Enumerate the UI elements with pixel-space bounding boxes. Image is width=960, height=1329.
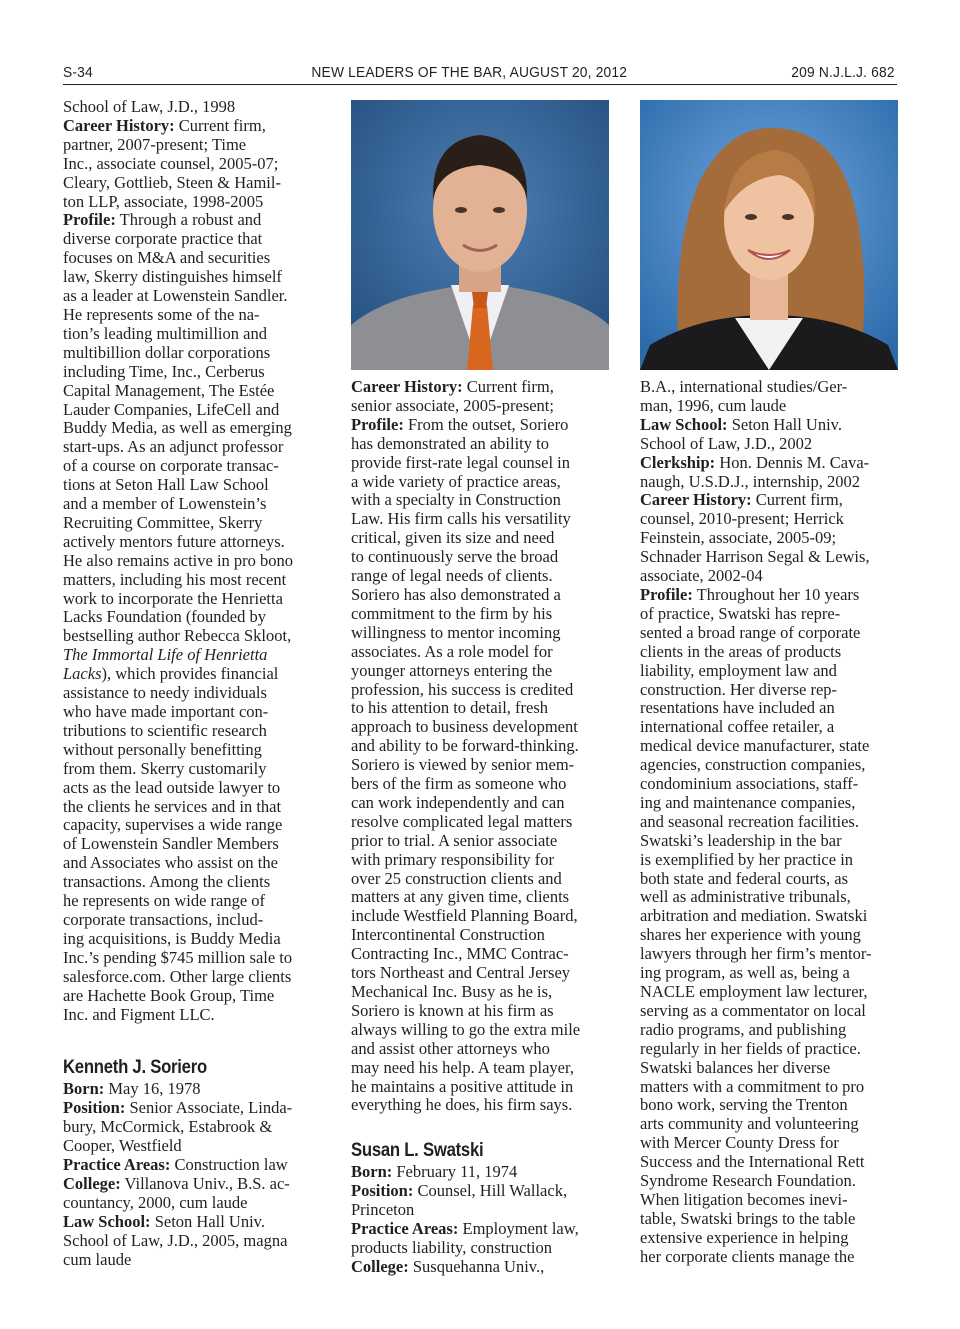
text-line: including Time, Inc., Cerberus [63, 361, 265, 381]
text-line: is exemplified by her practice in [640, 849, 854, 869]
text-line: Schnader Harrison Segal & Lewis, [640, 547, 870, 567]
text-line: as a leader at Lowenstein Sandler. [63, 286, 288, 306]
text-line: School of Law, J.D., 2002 [640, 433, 813, 453]
text-line: acts as the lead outside lawyer to [63, 777, 281, 797]
text-line: Practice Areas: Construction law [63, 1155, 288, 1175]
text-line: senior associate, 2005-present; [351, 395, 554, 415]
header-rule [63, 84, 897, 85]
page-number: S-34 [63, 64, 93, 81]
field-label: Born: [63, 1079, 105, 1099]
text-line: naugh, U.S.D.J., internship, 2002 [640, 471, 860, 491]
text-line: critical, given its size and need [351, 528, 555, 548]
field-label: Practice Areas: [351, 1219, 459, 1239]
text-line: profession, his success is credited [351, 679, 574, 699]
text-line: He also remains active in pro bono [63, 550, 294, 570]
text-line: provide first-rate legal counsel in [351, 452, 571, 472]
text-line: Mechanical Inc. Busy as he is, [351, 982, 553, 1001]
publication-title: NEW LEADERS OF THE BAR, AUGUST 20, 2012 [311, 64, 628, 81]
text-line: tributions to scientific research [63, 720, 267, 740]
text-line: matters, including his most recent [63, 569, 287, 589]
text-line: multibillion dollar corporations [63, 342, 271, 362]
text-line: and ability to be forward-thinking. [351, 736, 579, 756]
text-line: over 25 construction clients and [351, 868, 562, 888]
field-label: Clerkship: [640, 452, 716, 472]
text-line: Lacks Foundation (founded by [63, 607, 267, 627]
text-line: resentations have included an [640, 698, 835, 718]
text-line: work to incorporate the Henrietta [63, 588, 283, 608]
text-line: ing program, as well as, being a [640, 963, 850, 983]
text-line: of a course on corporate transac- [63, 456, 279, 476]
text-line: Intercontinental Construction [351, 925, 545, 945]
text-line: with primary responsibility for [351, 849, 555, 869]
text-line: and seasonal recreation facilities. [640, 811, 859, 831]
text-line: partner, 2007-present; Time [63, 134, 247, 154]
text-line: associates. As a role model for [351, 641, 553, 661]
text-line: law, Skerry distinguishes himself [63, 267, 282, 287]
text-line: Profile: Throughout her 10 years [640, 584, 860, 604]
book-title: Lacks [63, 664, 102, 684]
soriero-photo [351, 100, 609, 370]
text-line: sented a broad range of corporate [640, 622, 861, 642]
text-line: Career History: Current firm, [351, 377, 554, 396]
text-line: lawyers through her firm’s mentor- [640, 944, 872, 964]
text-line: Profile: From the outset, Soriero [351, 414, 569, 434]
field-label: Law School: [63, 1211, 151, 1231]
text-line: arts community and volunteering [640, 1114, 859, 1134]
text-line: a wide variety of practice areas, [351, 471, 561, 491]
text-line: When litigation becomes inevi- [640, 1189, 848, 1209]
text-line: ing and maintenance companies, [640, 792, 856, 812]
text-line: Position: Senior Associate, Linda- [63, 1098, 293, 1118]
text-line: Capital Management, The Estée [63, 380, 275, 400]
text-line: her corporate clients manage the [640, 1246, 855, 1266]
text-line: focuses on M&A and securities [63, 248, 271, 268]
text-line: He represents some of the na- [63, 304, 260, 324]
text-line: Contracting Inc., MMC Contrac- [351, 944, 569, 964]
text-line: products liability, construction [351, 1237, 553, 1257]
text-line: construction. Her diverse rep- [640, 679, 838, 699]
text-line: countancy, 2000, cum laude [63, 1192, 248, 1212]
text-line: Recruiting Committee, Skerry [63, 512, 263, 532]
book-title: The Immortal Life of Henrietta [63, 645, 268, 665]
text-line: range of legal needs of clients. [351, 566, 553, 586]
text-line: agencies, construction companies, [640, 755, 866, 775]
text-line: Success and the International Rett [640, 1152, 865, 1172]
column-3 [640, 378, 902, 1267]
swatski-name: Susan L. Swatski [351, 1140, 484, 1162]
text-line: NACLE employment law lecturer, [640, 982, 868, 1001]
text-line: Clerkship: Hon. Dennis M. Cava- [640, 452, 870, 472]
text-line: liability, employment law and [640, 660, 837, 680]
text-line: tion’s leading multimillion and [63, 323, 267, 343]
text-line: Swatski’s leadership in the bar [640, 830, 842, 850]
text-line: from them. Skerry customarily [63, 758, 267, 778]
text-line: the clients he services and in that [63, 796, 282, 816]
text-line: shares her experience with young [640, 925, 861, 945]
text-line: School of Law, J.D., 2005, magna [63, 1230, 288, 1250]
text-line: without personally benefitting [63, 739, 262, 759]
text-line: Syndrome Research Foundation. [640, 1171, 856, 1191]
text-line: bury, McCormick, Estabrook & [63, 1117, 273, 1137]
column-1 [63, 98, 325, 1269]
text-line: corporate transactions, includ- [63, 909, 264, 929]
text-line: of practice, Swatski has repre- [640, 603, 841, 623]
field-label: Law School: [640, 414, 728, 434]
text-line: Lacks), which provides financial [63, 664, 279, 684]
text-line: diverse corporate practice that [63, 229, 263, 249]
field-label: Career History: [63, 115, 175, 135]
text-line: associate, 2002-04 [640, 566, 763, 586]
text-line: bono work, serving the Trenton [640, 1095, 848, 1115]
text-line: Buddy Media, as well as emerging [63, 418, 292, 438]
text-line: commitment to the firm by his [351, 603, 553, 623]
text-line: tions at Seton Hall Law School [63, 475, 269, 495]
text-line: who have made important con- [63, 702, 269, 721]
text-line: cum laude [63, 1249, 132, 1269]
text-line: College: Susquehanna Univ., [351, 1256, 545, 1276]
text-line: and a member of Lowenstein’s [63, 494, 267, 514]
text-line: Feinstein, associate, 2005-09; [640, 528, 837, 548]
text-line: younger attorneys entering the [351, 660, 553, 680]
text-line: bers of the firm as someone who [351, 774, 567, 794]
text-line: he maintains a positive attitude in [351, 1076, 574, 1096]
text-line: Career History: Current firm, [640, 490, 843, 510]
text-line: can work independently and can [351, 792, 565, 812]
text-line: and Associates who assist on the [63, 853, 278, 873]
text-line: international coffee retailer, a [640, 717, 835, 737]
text-line: regularly in her fields of practice. [640, 1038, 861, 1058]
text-line: to his attention to detail, fresh [351, 698, 549, 718]
text-line: B.A., international studies/Ger- [640, 377, 848, 396]
text-line: and assist other attorneys who [351, 1038, 550, 1058]
column-2 [351, 378, 613, 1277]
text-line: ton LLP, associate, 1998-2005 [63, 191, 264, 211]
text-line: include Westfield Planning Board, [351, 906, 578, 926]
text-line: arbitration and mediation. Swatski [640, 906, 868, 926]
text-line: he represents on wide range of [63, 891, 266, 911]
text-line: extensive experience in helping [640, 1227, 849, 1247]
text-line: Born: May 16, 1978 [63, 1079, 201, 1099]
text-line: Cooper, Westfield [63, 1136, 182, 1156]
text-line: man, 1996, cum laude [640, 395, 787, 415]
text-line: resolve complicated legal matters [351, 811, 573, 831]
text-line: Law School: Seton Hall Univ. [640, 414, 842, 434]
swatski-photo [640, 100, 898, 370]
field-label: Profile: [63, 210, 116, 230]
soriero-name: Kenneth J. Soriero [63, 1057, 207, 1079]
text-line: to continuously serve the broad [351, 547, 559, 567]
field-label: Position: [351, 1181, 414, 1201]
text-line: bestselling author Rebecca Skloot, [63, 626, 292, 646]
text-line: start-ups. As an adjunct professor [63, 437, 284, 457]
text-line: serving as a commentator on local [640, 1000, 866, 1020]
text-line: both state and federal courts, as [640, 868, 849, 888]
text-line: always willing to go the extra mile [351, 1019, 581, 1039]
field-label: Position: [63, 1098, 126, 1118]
text-line [63, 646, 325, 665]
text-line: School of Law, J.D., 1998 [63, 97, 236, 116]
text-line: with Mercer County Dress for [640, 1133, 839, 1153]
text-line: Soriero has also demonstrated a [351, 584, 561, 604]
text-line: table, Swatski brings to the table [640, 1208, 856, 1228]
text-line: medical device manufacturer, state [640, 736, 870, 756]
text-line: radio programs, and publishing [640, 1019, 847, 1039]
field-label: College: [63, 1173, 121, 1193]
text-line: matters at any given time, clients [351, 887, 570, 907]
text-line: of Lowenstein Sandler Members [63, 834, 279, 854]
text-line: willingness to mentor incoming [351, 622, 561, 642]
text-line: Inc. and Figment LLC. [63, 1004, 215, 1024]
text-line: Born: February 11, 1974 [351, 1162, 518, 1182]
text-line: Inc., associate counsel, 2005-07; [63, 153, 279, 173]
text-line: prior to trial. A senior associate [351, 830, 558, 850]
text-line: tors Northeast and Central Jersey [351, 963, 571, 983]
text-line: Position: Counsel, Hill Wallack, [351, 1181, 568, 1201]
text-line: Law School: Seton Hall Univ. [63, 1211, 265, 1231]
text-line: Law. His firm calls his versatility [351, 509, 571, 529]
text-line: may need his help. A team player, [351, 1057, 574, 1077]
text-line: Princeton [351, 1200, 415, 1220]
text-line: approach to business development [351, 717, 578, 737]
text-line: capacity, supervises a wide range [63, 815, 283, 835]
text-line: ing acquisitions, is Buddy Media [63, 928, 281, 948]
text-line: matters with a commitment to pro [640, 1076, 865, 1096]
page-header [63, 62, 895, 84]
text-line: Cleary, Gottlieb, Steen & Hamil- [63, 172, 281, 192]
text-line: Career History: Current firm, [63, 115, 266, 135]
text-line: Practice Areas: Employment law, [351, 1219, 579, 1239]
text-line: condominium associations, staff- [640, 774, 859, 794]
text-line: well as administrative tribunals, [640, 887, 851, 907]
text-line: everything he does, his firm says. [351, 1095, 573, 1115]
text-line: are Hachette Book Group, Time [63, 985, 275, 1005]
field-label: Profile: [351, 414, 404, 434]
text-line: actively mentors future attorneys. [63, 531, 285, 551]
text-line: Soriero is known at his firm as [351, 1000, 554, 1020]
text-line: Inc.’s pending $745 million sale to [63, 947, 293, 967]
field-label: Practice Areas: [63, 1155, 171, 1175]
field-label: Career History: [640, 490, 752, 510]
field-label: College: [351, 1256, 409, 1276]
text-line: counsel, 2010-present; Herrick [640, 509, 844, 529]
text-line: College: Villanova Univ., B.S. ac- [63, 1173, 290, 1193]
citation: 209 N.J.L.J. 682 [791, 64, 895, 81]
text-line: has demonstrated an ability to [351, 433, 549, 453]
text-line: salesforce.com. Other large clients [63, 966, 292, 986]
text-line: Soriero is viewed by senior mem- [351, 755, 575, 775]
text-line: assistance to needy individuals [63, 683, 267, 703]
text-line: clients in the areas of products [640, 641, 842, 661]
text-line: transactions. Among the clients [63, 872, 271, 892]
text-line: with a specialty in Construction [351, 490, 561, 510]
text-line: Swatski balances her diverse [640, 1057, 831, 1077]
field-label: Born: [351, 1162, 393, 1182]
text-line: Profile: Through a robust and [63, 210, 262, 230]
field-label: Profile: [640, 584, 693, 604]
text-line: Lauder Companies, LifeCell and [63, 399, 280, 419]
field-label: Career History: [351, 377, 463, 396]
